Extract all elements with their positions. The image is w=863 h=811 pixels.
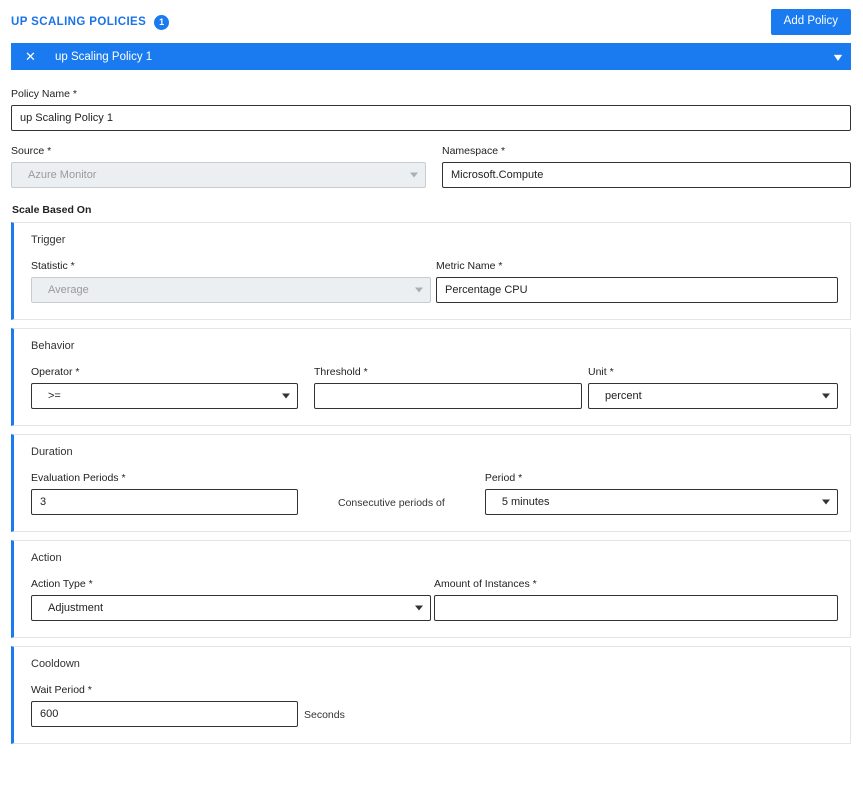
scale-based-on-title: Scale Based On	[12, 204, 92, 216]
source-field-group	[11, 145, 426, 188]
source-label: Source *	[11, 145, 52, 157]
duration-card	[11, 434, 851, 532]
policy-accordion-label: up Scaling Policy 1	[55, 50, 153, 63]
add-policy-button[interactable]: Add Policy	[771, 9, 851, 35]
unit-field-group	[588, 366, 838, 409]
trigger-card	[11, 222, 851, 320]
action-card	[11, 540, 851, 638]
policy-name-label: Policy Name *	[11, 88, 77, 100]
action-type-value: Adjustment	[48, 602, 104, 614]
behavior-card-title: Behavior	[31, 340, 75, 352]
statistic-select[interactable]	[31, 277, 431, 303]
threshold-input[interactable]	[314, 383, 582, 409]
trigger-row	[31, 260, 838, 303]
period-select[interactable]	[485, 489, 838, 515]
policy-count-badge: 1	[154, 15, 169, 30]
cooldown-card	[11, 646, 851, 744]
source-namespace-row	[11, 145, 851, 188]
policy-name-input[interactable]	[11, 105, 851, 131]
duration-card-title: Duration	[31, 446, 73, 458]
consecutive-periods-note: Consecutive periods of	[338, 497, 445, 509]
cooldown-row	[31, 684, 838, 727]
statistic-field-group	[31, 260, 431, 303]
namespace-label: Namespace *	[442, 145, 506, 157]
spacer	[298, 366, 314, 409]
namespace-input[interactable]	[442, 162, 851, 188]
page-header	[0, 6, 863, 38]
source-value: Azure Monitor	[28, 169, 97, 181]
threshold-label: Threshold *	[314, 366, 368, 378]
action-row	[31, 578, 838, 621]
evaluation-periods-label: Evaluation Periods *	[31, 472, 126, 484]
close-icon[interactable]: ✕	[25, 49, 36, 64]
duration-row	[31, 472, 838, 515]
amount-of-instances-label: Amount of Instances *	[434, 578, 537, 590]
page-title: UP SCALING POLICIES	[11, 16, 147, 28]
action-type-field-group	[31, 578, 431, 621]
behavior-card	[11, 328, 851, 426]
evaluation-periods-input[interactable]	[31, 489, 298, 515]
action-type-select[interactable]	[31, 595, 431, 621]
action-type-label: Action Type *	[31, 578, 93, 590]
chevron-down-icon[interactable]: ▾	[833, 49, 843, 64]
policy-name-field-group	[11, 88, 851, 131]
policy-accordion-header[interactable]	[11, 43, 851, 70]
wait-period-field-group	[31, 684, 298, 727]
threshold-field-group	[314, 366, 582, 409]
namespace-field-group	[442, 145, 851, 188]
spacer	[426, 145, 442, 188]
amount-of-instances-input[interactable]	[434, 595, 838, 621]
statistic-value: Average	[48, 284, 89, 296]
operator-value: >=	[48, 390, 61, 402]
unit-select[interactable]	[588, 383, 838, 409]
seconds-note: Seconds	[304, 709, 345, 721]
period-field-group	[485, 472, 838, 515]
operator-field-group	[31, 366, 298, 409]
wait-period-input[interactable]	[31, 701, 298, 727]
operator-select[interactable]	[31, 383, 298, 409]
cooldown-card-title: Cooldown	[31, 658, 80, 670]
metric-name-field-group	[436, 260, 838, 303]
amount-of-instances-field-group	[434, 578, 838, 621]
unit-value: percent	[605, 390, 642, 402]
spacer	[298, 472, 338, 515]
behavior-row	[31, 366, 838, 409]
trigger-card-title: Trigger	[31, 234, 66, 246]
action-card-title: Action	[31, 552, 62, 564]
evaluation-periods-field-group	[31, 472, 298, 515]
wait-period-label: Wait Period *	[31, 684, 92, 696]
statistic-label: Statistic *	[31, 260, 75, 272]
policy-form	[0, 88, 863, 744]
operator-label: Operator *	[31, 366, 80, 378]
metric-name-label: Metric Name *	[436, 260, 503, 272]
period-label: Period *	[484, 472, 523, 484]
metric-name-input[interactable]	[436, 277, 838, 303]
period-value: 5 minutes	[501, 496, 550, 508]
spacer	[445, 472, 485, 515]
source-select[interactable]	[11, 162, 426, 188]
unit-label: Unit *	[588, 366, 614, 378]
